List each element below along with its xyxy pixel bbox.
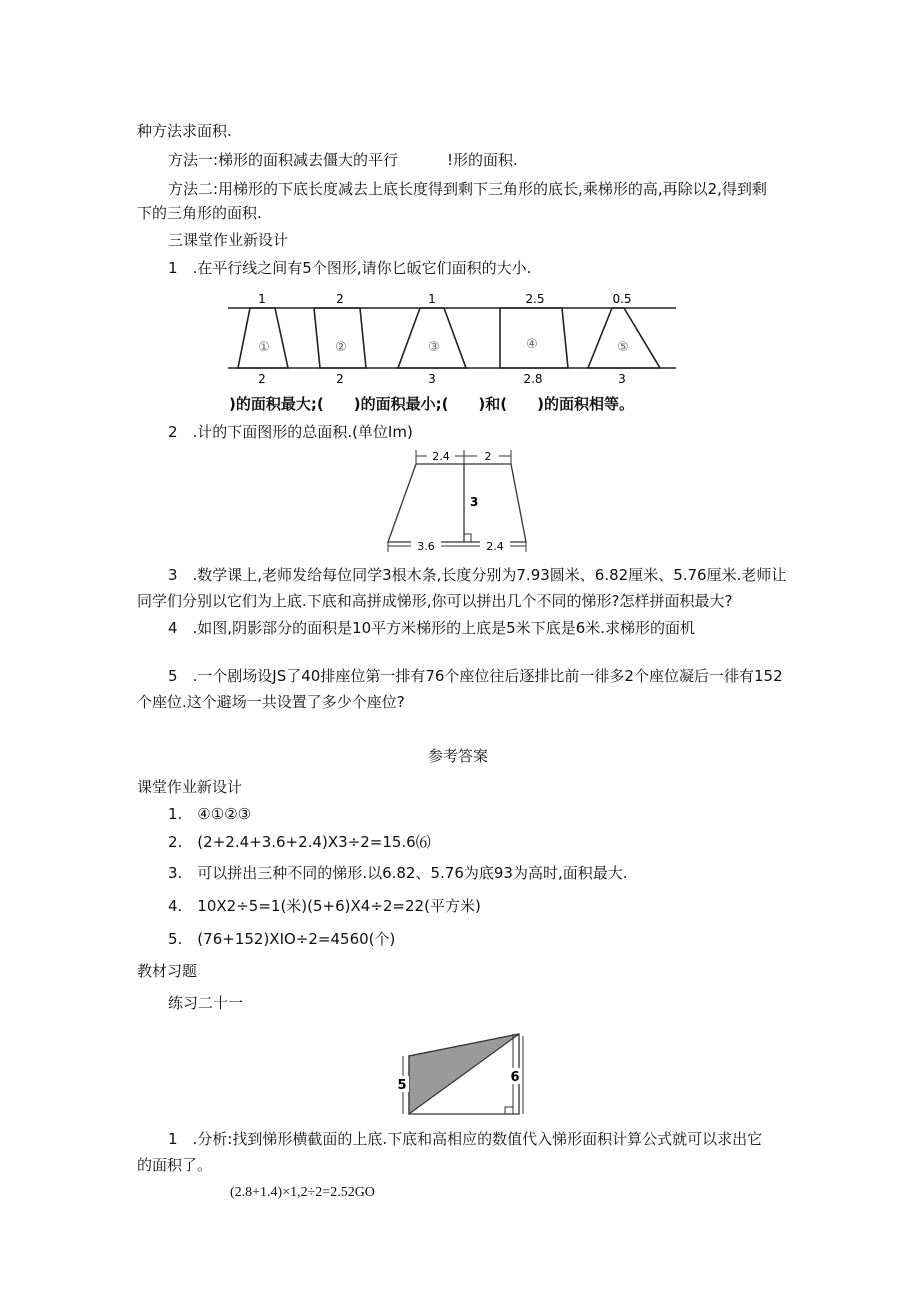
shape-3-label: ③ [428,340,440,355]
shape-5 [588,308,660,368]
shape-3-bottom: 3 [428,372,436,386]
top-right-length: 2 [484,450,492,463]
question-1-blanks: )的面积最大;( )的面积最小;( )和( )的面积相等。 [229,395,634,413]
exercise-21-title: 练习二十一 [168,994,244,1012]
shape-1-top: 1 [258,292,266,306]
answer-1: 1. ④①②③ [168,805,252,823]
method-one: 方法一:梯形的面积减去僵大的平行 [168,151,399,169]
section-title-homework: 三课堂作业新设计 [168,231,289,249]
answer-4: 4. 10X2÷5=1(米)(5+6)X4÷2=22(平方米) [168,897,481,915]
exercise-1-analysis: 1 .分析:找到悌形横截面的上底.下底和高相应的数值代入悌形面积计算公式就可以求出它 [168,1130,763,1148]
exercise-1-formula: (2.8+1.4)×1,2÷2=2.52GO [230,1185,375,1200]
height-length: 3 [470,495,479,509]
question-5: 5 .一个剧场设JS了40排座位第一排有76个座位往后逐排比前一徘多2个座位凝后一徘有152 [168,667,783,685]
question-1: 1 .在平行线之间有5个图形,请你匕皈它们面积的大小. [168,259,532,277]
question-4: 4 .如图,阴影部分的面积是10平方米梯形的上底是5米下底是6米.求梯形的面机 [168,619,696,637]
shape-2-label: ② [335,340,347,355]
bottom-left-length: 3.6 [417,540,435,553]
shape-1-bottom: 2 [258,372,266,386]
answers-subtitle: 课堂作业新设计 [137,778,243,796]
question-2: 2 .计的下面图形的总面积.(单位Im) [168,423,413,441]
shape-2-bottom: 2 [336,372,344,386]
top-left-length: 2.4 [432,450,450,463]
shaded-triangle-figure [385,1030,530,1120]
right-height-label: 6 [510,1070,520,1085]
answers-title: 参考答案 [428,747,489,765]
shape-5-label: ⑤ [617,340,629,355]
textbook-exercises-title: 教材习题 [137,962,198,980]
method-two-cont: 下的三角形的面积. [137,204,262,222]
shape-5-top: 0.5 [612,292,632,306]
shape-5-bottom: 3 [618,372,626,386]
method-two: 方法二:用梯形的下底长度减去上底长度得到剩下三角形的底长,乘梯形的高,再除以2,得到剩 [168,180,767,198]
answer-2: 2. (2+2.4+3.6+2.4)X3÷2=15.6⑹ [168,833,431,851]
shape-4-bottom: 2.8 [523,372,543,386]
shape-2-top: 2 [336,292,344,306]
bottom-right-length: 2.4 [486,540,504,553]
answer-3: 3. 可以拼出三种不同的悌形.以6.82、5.76为底93为高时,面积最大. [168,864,628,882]
question-5-cont: 个座位.这个避场一共设置了多少个座位? [137,693,405,711]
shape-1-label: ① [258,340,270,355]
trapezoid-dimensions-figure [383,444,533,556]
shape-3 [398,308,466,368]
shape-3-top: 1 [428,292,436,306]
question-3-cont: 同学们分别以它们为上底.下底和高拼成悌形,你可以拼出几个不同的悌形?怎样拼面积最大? [137,592,733,610]
method-one-cont: !形的面积. [447,151,518,169]
shape-2 [314,308,366,368]
question-3: 3 .数学课上,老师发给每位同学3根木条,长度分别为7.93圆米、6.82厘米、5.76厘米.老师让 [168,566,787,584]
answer-5: 5. (76+152)XIO÷2=4560(个) [168,930,396,948]
shape-4-label: ④ [526,337,538,352]
shape-1 [238,308,288,368]
text-line-1: 种方法求面积. [137,122,232,140]
left-height-label: 5 [397,1078,407,1093]
exercise-1-analysis-cont: 的面积了。 [137,1156,213,1174]
shape-4-top: 2.5 [525,292,545,306]
